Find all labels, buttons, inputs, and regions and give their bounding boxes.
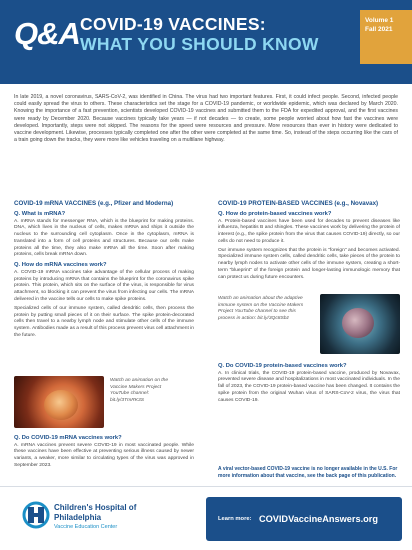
- protein-vaccine-column: [218, 200, 400, 284]
- answer-paragraph: Our immune system recognizes that the protein is "foreign" and becomes activated. Specialized immune system cells, called dendritic cells, take pieces of the protein to nearby lymph nodes to activate other cells of the immune system, creating a short-term "blueprint" of the foreign protein and longer-lasting immunologic memory that can protect us during future encounters.: [218, 247, 400, 280]
- viral-vector-notice: A viral vector-based COVID-19 vaccine is no longer available in the U.S. For more information about that vaccine, see the back page of this publication.: [218, 466, 398, 479]
- org-name: Children's Hospital of Philadelphia: [54, 503, 137, 522]
- qa-logo: Q&A: [14, 16, 80, 51]
- mrna-animation-caption[interactable]: Watch an animation on the Vaccine Makers Project YouTube channel: bit.ly/3TmRK3S: [110, 378, 169, 403]
- title-line-2: WHAT YOU SHOULD KNOW: [80, 34, 319, 54]
- title-line-1: COVID-19 VACCINES:: [80, 14, 266, 34]
- volume-label: Volume 1: [365, 17, 394, 24]
- volume-badge: [360, 10, 412, 64]
- answer-what-is-mrna: A. mRNA stands for messenger RNA, which is the blueprint for making proteins. DNA, which lives in the nucleus of cells, makes mRNA and ships it outside the nucleus to the surrounding cell cytoplasm. Once in the cytoplasm, mRNA is translated into a form of cell proteins and structures. Because our cells make proteins all the time, they also make mRNA all the time. Soon after making proteins, cells break mRNA down.: [14, 218, 194, 258]
- protein-animation-caption[interactable]: Watch an animation about the adaptive immune system on the Vaccine Makers Project YouTube channel to see this process in action: bit.ly/3Qc8Sbz: [218, 296, 304, 321]
- protein-column-heading: COVID-19 PROTEIN-BASED VACCINES (e.g., Novavax): [218, 200, 379, 207]
- question-what-is-mrna: Q. What is mRNA?: [14, 211, 66, 217]
- dendritic-cell-image: [14, 376, 104, 428]
- answer-paragraph: Specialized cells of our immune system, called dendritic cells, then process the protein by putting small pieces of it on their surface. The spike protein-decorated cells then travel to a nearby lymph node and stimulate other cells of the immune system. Antibodies made as a result of this process prevent virus cell attachment in the future.: [14, 305, 194, 338]
- header-banner: [0, 0, 412, 84]
- protein-effectiveness-section: [218, 360, 400, 404]
- footer: [0, 486, 412, 550]
- question-do-protein-vaccines-work: Q. Do COVID-19 protein-based vaccines work?: [218, 363, 347, 369]
- question-do-mrna-vaccines-work: Q. Do COVID-19 mRNA vaccines work?: [14, 435, 122, 441]
- answer-paragraph: A. Protein-based vaccines have been used for decades to prevent diseases like influenza, hepatitis B and shingles. These vaccines work by delivering the protein of interest (e.g., the spike protein from the virus that causes COVID-19) directly, so our cells do not need to produce it.: [218, 218, 400, 244]
- answer-how-mrna-works: [14, 270, 194, 340]
- learn-more-label: Learn more:: [218, 515, 252, 522]
- intro-paragraph: In late 2019, a novel coronavirus, SARS-CoV-2, was identified in China. The virus had two important features. First, it could infect people. Second, infected people could easily spread the virus to others. These characteristics set the stage for a COVID-19 pandemic, or worldwide epidemic, which was declared by March 2020. Knowing the importance of a fast prevention, scientists developed COVID-19 vaccines and submitted them to the FDA for expedited approval, and the first vaccines were ready by December 2020. Because vaccines typically take years — if not decades — to create, some people worried about how fast the vaccines were developed. Importantly, steps were not skipped. The reasons for the speed were resources and pressure. More resources than ever in history were dedicated to vaccine development. Likewise, processes typically completed one after the other were completed at the same time. So, instead of the steps occurring like the cars of a train going down the tracks, they were more like vehicles traveling on a multilane highway.: [14, 94, 398, 144]
- mrna-effectiveness-section: [14, 432, 194, 470]
- answer-do-protein-vaccines-work: A. In clinical trials, the COVID-19 protein-based vaccine, produced by Novavax, prevented severe disease and hospitalizations in most vaccinated individuals. In the fall of 2023, the COVID-19 protein-based vaccine has been changed. It contains the spike protein from the original Wuhan virus of SARS-CoV-2 virus, the virus that causes COVID-19.: [218, 370, 400, 403]
- learn-more-banner[interactable]: [206, 497, 402, 541]
- mrna-column-heading: COVID-19 mRNA VACCINES (e.g., Pfizer and Moderna): [14, 200, 174, 207]
- answer-do-mrna-vaccines-work: A. mRNA vaccines prevent severe COVID-19 in most vaccinated people. While these vaccines have been effective at preventing serious illness caused by newer variants, a weaker, more similar to circulating types of the virus was approved in September 2023.: [14, 442, 194, 468]
- question-how-mrna-works: Q. How do mRNA vaccines work?: [14, 262, 107, 269]
- virus-particle-image: [320, 294, 400, 354]
- chop-logo-icon: [22, 501, 50, 529]
- issue-label: Fall 2021: [365, 26, 393, 33]
- answer-paragraph: A. COVID-19 mRNA vaccines take advantage of the cellular process of making proteins by introducing mRNA that contains the blueprint for the coronavirus spike protein. This protein, which sits on the surface of the virus, is responsible for virus attachment, so blocking it can prevent the virus from infecting our cells. The mRNA delivered in the vaccine tells our cells to make spike proteins.: [14, 269, 194, 302]
- page-title: [80, 14, 330, 54]
- mrna-vaccine-column: [14, 200, 194, 342]
- answer-how-protein-works: [218, 219, 400, 282]
- website-link[interactable]: COVIDVaccineAnswers.org: [258, 513, 378, 524]
- question-how-protein-works: Q. How do protein-based vaccines work?: [218, 211, 332, 217]
- org-subtitle: Vaccine Education Center: [54, 524, 118, 530]
